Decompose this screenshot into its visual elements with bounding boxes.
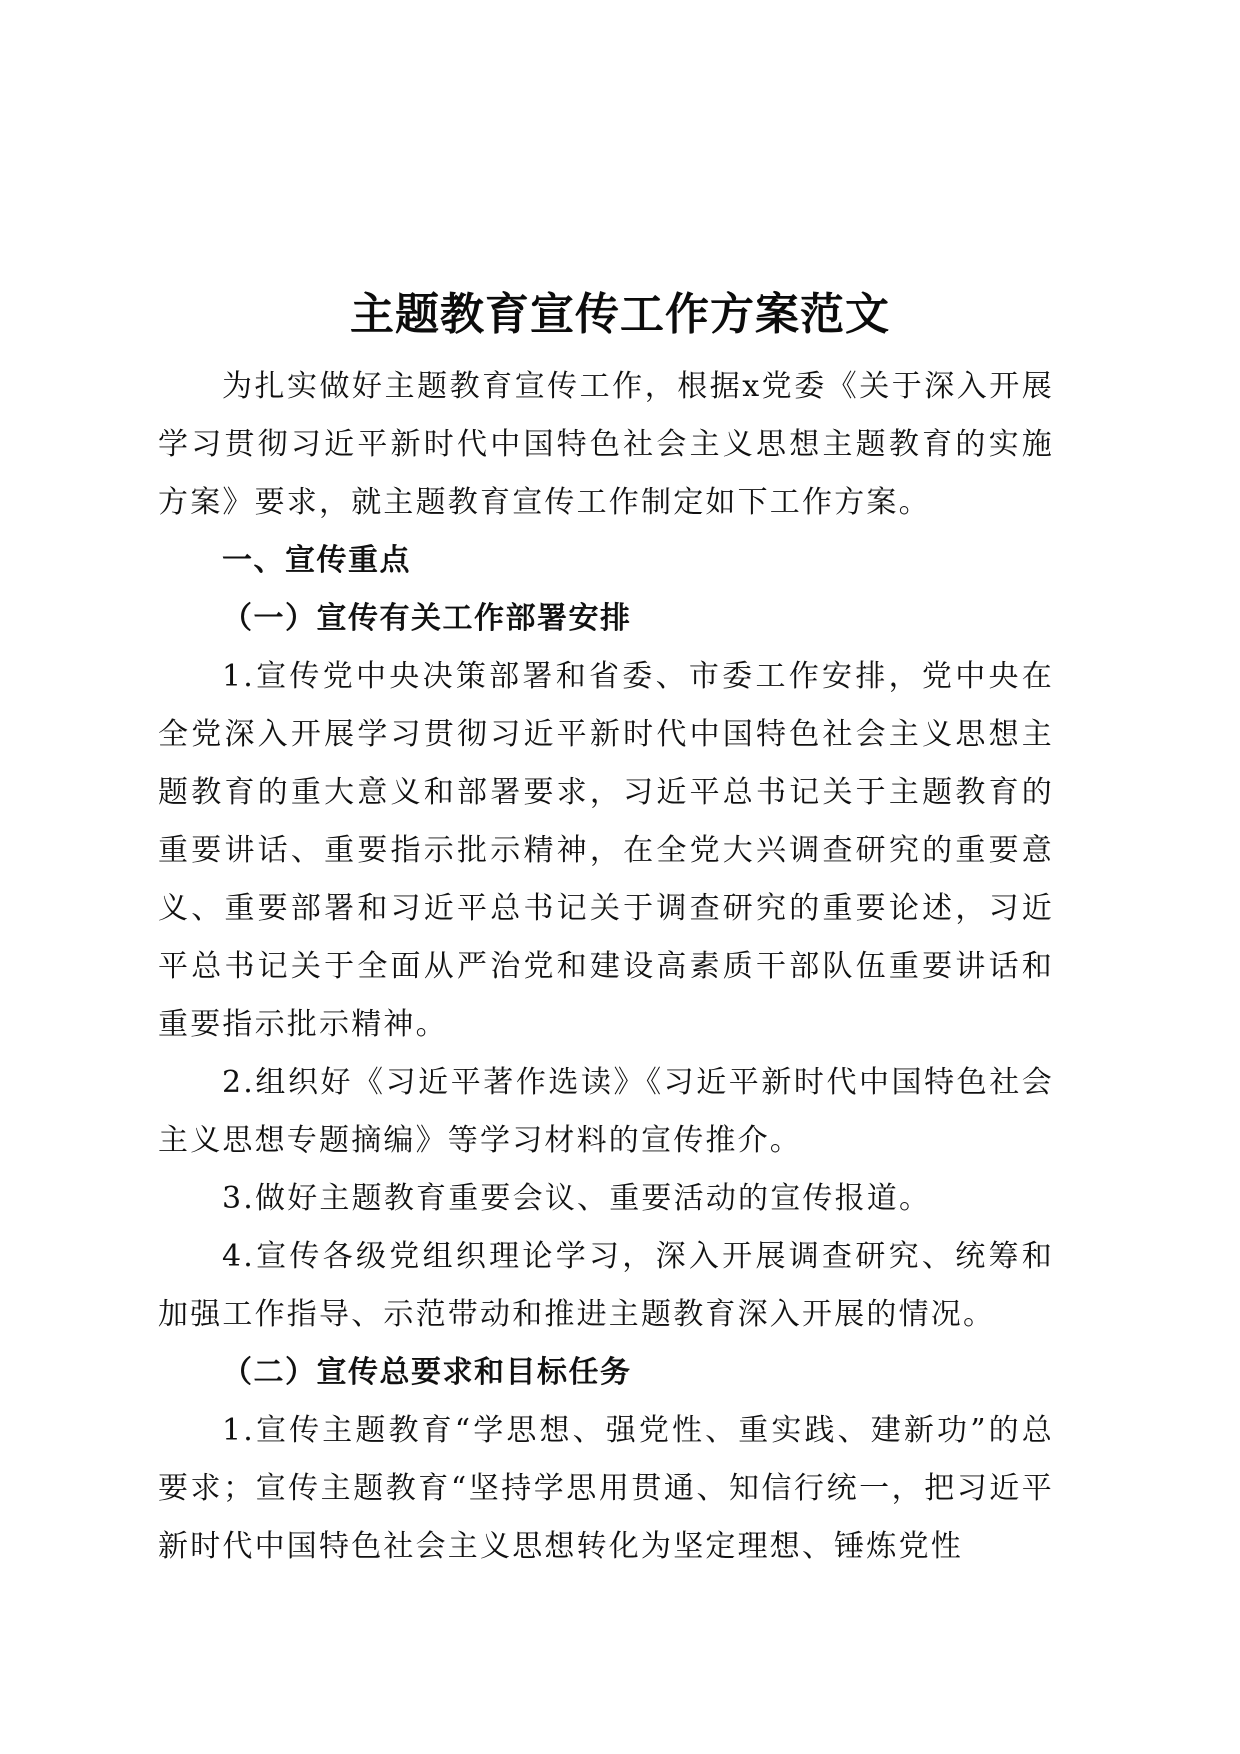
list-item: 1.宣传党中央决策部署和省委、市委工作安排，党中央在全党深入开展学习贯彻习近平新时代中国特色社会主义思想主题教育的重大意义和部署要求，习近平总书记关于主题教育的重要讲话、重要指示批示精神，在全党大兴调查研究的重要意义、重要部署和习近平总书记关于调查研究的重要论述，习近平总书记关于全面从严治党和建设高素质干部队伍重要讲话和重要指示批示精神。 <box>158 659 1054 1042</box>
list-item: 4.宣传各级党组织理论学习，深入开展调查研究、统筹和加强工作指导、示范带动和推进主题教育深入开展的情况。 <box>158 1239 1054 1332</box>
intro-paragraph: 为扎实做好主题教育宣传工作，根据x党委《关于深入开展学习贯彻习近平新时代中国特色社会主义思想主题教育的实施方案》要求，就主题教育宣传工作制定如下工作方案。 <box>158 369 1054 520</box>
list-item: 3.做好主题教育重要会议、重要活动的宣传报道。 <box>222 1181 932 1216</box>
list-item: 2.组织好《习近平著作选读》《习近平新时代中国特色社会主义思想专题摘编》等学习材料的宣传推介。 <box>158 1065 1054 1158</box>
document-body <box>158 358 1054 1576</box>
subsection-heading-general-requirements: （二）宣传总要求和目标任务 <box>222 1355 632 1390</box>
section-heading-propaganda-focus: 一、宣传重点 <box>222 543 411 578</box>
document-title: 主题教育宣传工作方案范文 <box>350 289 890 341</box>
list-item: 1.宣传主题教育“学思想、强党性、重实践、建新功”的总要求；宣传主题教育“坚持学思用贯通、知信行统一，把习近平新时代中国特色社会主义思想转化为坚定理想、锤炼党性 <box>158 1413 1054 1564</box>
subsection-heading-work-arrangements: （一）宣传有关工作部署安排 <box>222 601 632 636</box>
